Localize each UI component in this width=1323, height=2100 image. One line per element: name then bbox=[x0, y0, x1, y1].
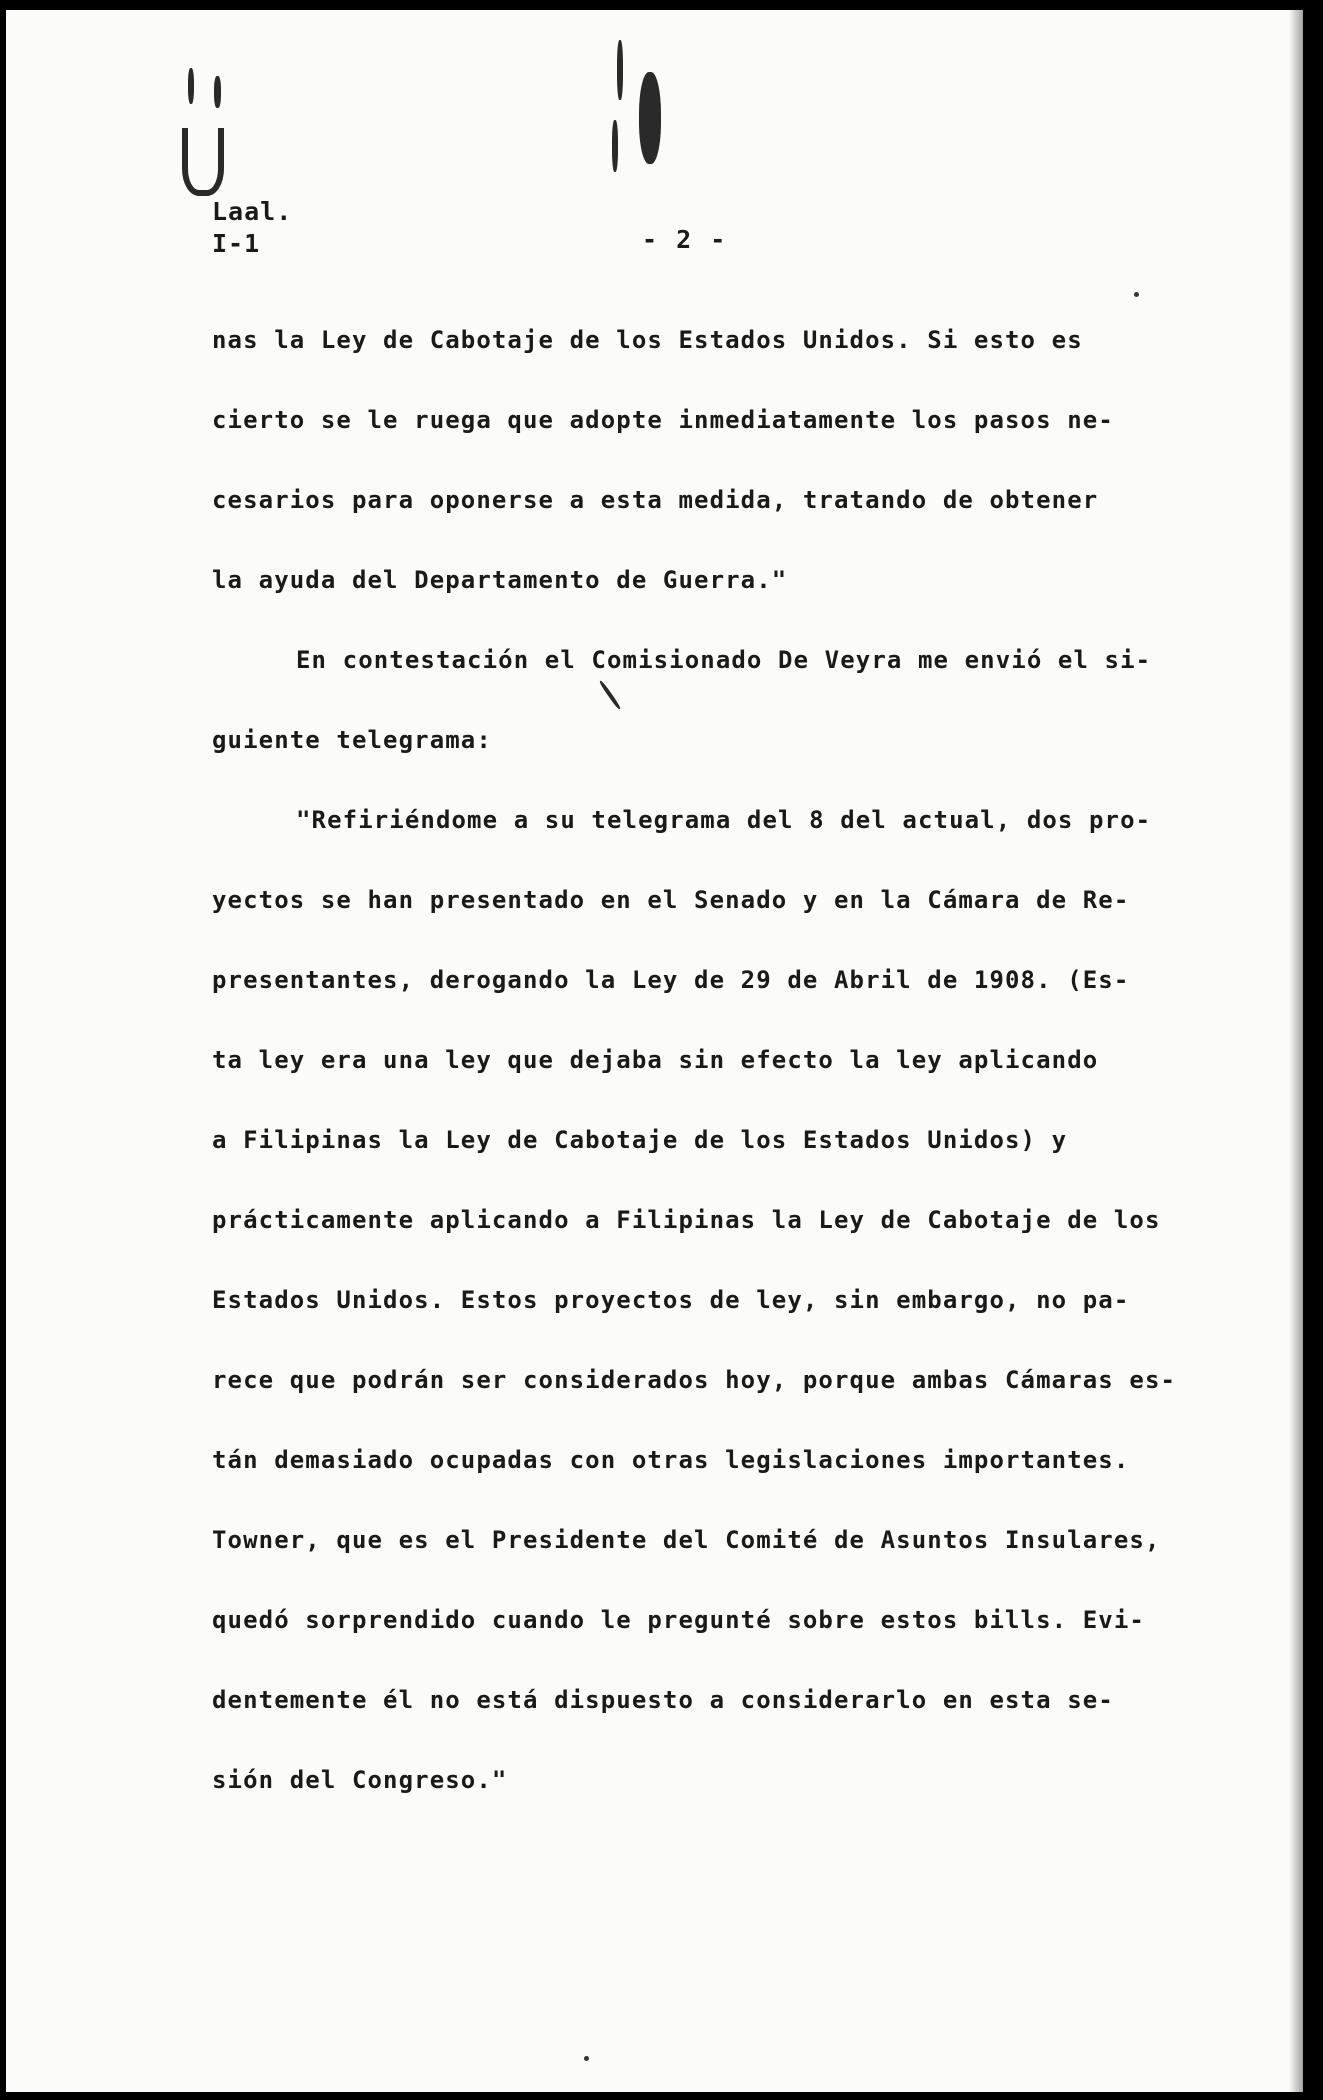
punch-mark-left-2 bbox=[214, 76, 221, 108]
header-file-code: I-1 bbox=[212, 229, 261, 258]
body-line: presentantes, derogando la Ley de 29 de Abril de 1908. (Es- bbox=[212, 966, 1130, 994]
punch-mark-right-1 bbox=[617, 40, 623, 100]
body-line: a Filipinas la Ley de Cabotaje de los Estados Unidos) y bbox=[212, 1126, 1068, 1154]
body-line: prácticamente aplicando a Filipinas la Ley de Cabotaje de los bbox=[212, 1206, 1161, 1234]
body-line: yectos se han presentado en el Senado y en la Cámara de Re- bbox=[212, 886, 1130, 914]
body-line: rece que podrán ser considerados hoy, porque ambas Cámaras es- bbox=[212, 1366, 1177, 1394]
ink-stroke-mark bbox=[599, 680, 622, 710]
body-line: ta ley era una ley que dejaba sin efecto la ley aplicando bbox=[212, 1046, 1099, 1074]
ink-speck bbox=[1134, 292, 1139, 297]
body-line: cesarios para oponerse a esta medida, tratando de obtener bbox=[212, 486, 1099, 514]
punch-mark-left-3 bbox=[182, 128, 224, 196]
header-file-reference bbox=[212, 196, 292, 260]
punch-mark-right-3 bbox=[612, 120, 618, 172]
document-page bbox=[6, 10, 1303, 2092]
body-line: la ayuda del Departamento de Guerra." bbox=[212, 566, 788, 594]
ink-speck bbox=[584, 2056, 589, 2061]
punch-mark-right-2 bbox=[639, 72, 661, 164]
body-line: Towner, que es el Presidente del Comité de Asuntos Insulares, bbox=[212, 1526, 1161, 1554]
body-line: Estados Unidos. Estos proyectos de ley, sin embargo, no pa- bbox=[212, 1286, 1130, 1314]
body-line: En contestación el Comisionado De Veyra me envió el si- bbox=[296, 646, 1152, 674]
body-line: tán demasiado ocupadas con otras legislaciones importantes. bbox=[212, 1446, 1130, 1474]
body-line: quedó sorprendido cuando le pregunté sobre estos bills. Evi- bbox=[212, 1606, 1145, 1634]
body-line: nas la Ley de Cabotaje de los Estados Unidos. Si esto es bbox=[212, 326, 1083, 354]
page-number: - 2 - bbox=[642, 225, 728, 254]
header-initials: Laal. bbox=[212, 197, 293, 226]
punch-mark-left-1 bbox=[188, 68, 194, 104]
body-line: "Refiriéndome a su telegrama del 8 del actual, dos pro- bbox=[296, 806, 1152, 834]
body-line: dentemente él no está dispuesto a considerarlo en esta se- bbox=[212, 1686, 1114, 1714]
body-line: cierto se le ruega que adopte inmediatamente los pasos ne- bbox=[212, 406, 1114, 434]
page-edge-shadow bbox=[1289, 10, 1303, 2092]
body-line: sión del Congreso." bbox=[212, 1766, 508, 1794]
body-line: guiente telegrama: bbox=[212, 726, 492, 754]
